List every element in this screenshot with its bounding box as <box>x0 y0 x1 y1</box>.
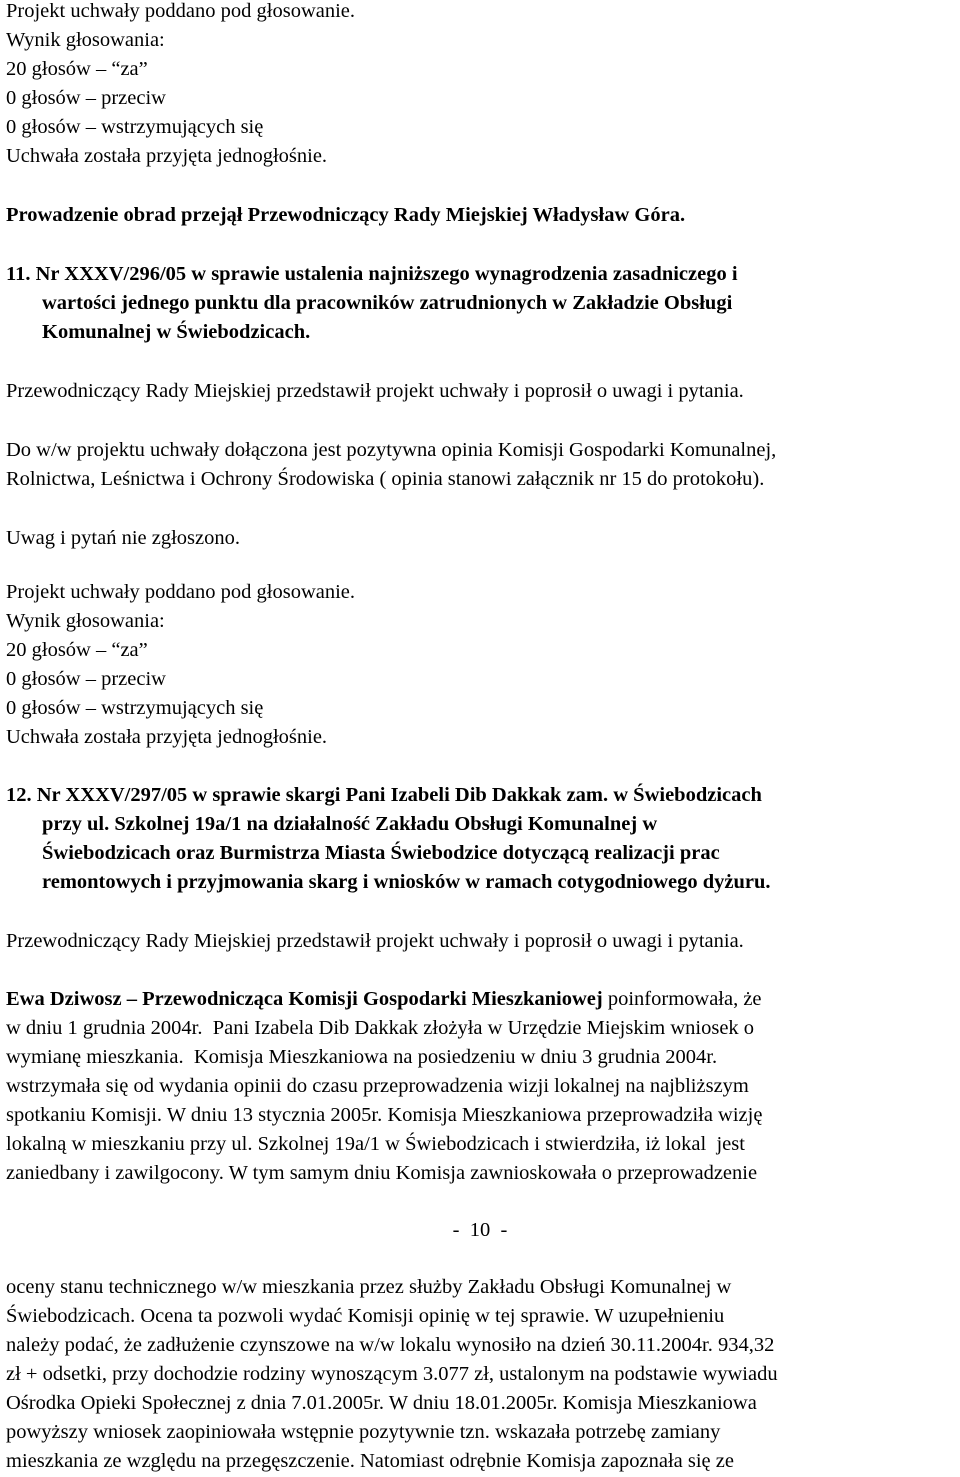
opinion-line: Rolnictwa, Leśnictwa i Ochrony Środowiska ( opinia stanowi załącznik nr 15 do protokołu). <box>6 468 765 490</box>
votes-against: 0 głosów – przeciw <box>6 87 166 109</box>
body-line: spotkaniu Komisji. W dniu 13 stycznia 2005r. Komisja Mieszkaniowa przeprowadziła wizję <box>6 1104 763 1126</box>
vote-conclusion: Uchwała została przyjęta jednogłośnie. <box>6 726 328 748</box>
item-11-title-line: 11. Nr XXXV/296/05 w sprawie ustalenia najniższego wynagrodzenia zasadniczego i <box>6 263 738 285</box>
vote-result-label: Wynik głosowania: <box>6 29 165 51</box>
item-12-title-line: przy ul. Szkolnej 19a/1 na działalność Zakładu Obsługi Komunalnej w <box>42 813 658 835</box>
opinion-line: Do w/w projektu uchwały dołączona jest pozytywna opinia Komisji Gospodarki Komunalnej, <box>6 439 777 461</box>
vote-intro: Projekt uchwały poddano pod głosowanie. <box>6 0 356 22</box>
speaker-name: Ewa Dziwosz – Przewodnicząca Komisji Gospodarki Mieszkaniowej <box>6 988 603 1010</box>
continuation-line: oceny stanu technicznego w/w mieszkania przez służby Zakładu Obsługi Komunalnej w <box>6 1276 732 1298</box>
item-12-title-line: Świebodzicach oraz Burmistrza Miasta Świebodzice dotyczącą realizacji prac <box>42 842 720 864</box>
body-line: wstrzymała się od wydania opinii do czasu przeprowadzenia wizji lokalnej na najbliższym <box>6 1075 749 1097</box>
votes-for: 20 głosów – “za” <box>6 639 148 661</box>
continuation-line: Świebodzicach. Ocena ta pozwoli wydać Komisji opinię w tej sprawie. W uzupełnieniu <box>6 1305 725 1327</box>
chair-change-note: Prowadzenie obrad przejął Przewodniczący Rady Miejskiej Władysław Góra. <box>6 204 686 226</box>
speaker-statement: poinformowała, że <box>602 988 762 1010</box>
votes-for: 20 głosów – “za” <box>6 58 148 80</box>
body-line: w dniu 1 grudnia 2004r. Pani Izabela Dib Dakkak złożyła w Urzędzie Miejskim wniosek o <box>6 1017 755 1039</box>
chair-presented: Przewodniczący Rady Miejskiej przedstawił projekt uchwały i poprosił o uwagi i pytania. <box>6 930 744 952</box>
continuation-line: Ośrodka Opieki Społecznej z dnia 7.01.2005r. W dniu 18.01.2005r. Komisja Mieszkaniowa <box>6 1392 757 1414</box>
continuation-line: należy podać, że zadłużenie czynszowe na w/w lokalu wynosiło na dzień 30.11.2004r. 934,32 <box>6 1334 775 1356</box>
continuation-line: mieszkania ze względu na przegęszczenie. Natomiast odrębnie Komisja zapoznała się ze <box>6 1450 734 1472</box>
body-line: lokalną w mieszkaniu przy ul. Szkolnej 19a/1 w Świebodzicach i stwierdziła, iż lokal jest <box>6 1133 745 1155</box>
body-line: zaniedbany i zawilgocony. W tym samym dniu Komisja zawnioskowała o przeprowadzenie <box>6 1162 758 1184</box>
page-number: - 10 - <box>452 1219 508 1241</box>
item-11-title-line: wartości jednego punktu dla pracowników zatrudnionych w Zakładzie Obsługi <box>42 292 733 314</box>
no-remarks: Uwag i pytań nie zgłoszono. <box>6 527 240 549</box>
item-12-title-line: remontowych i przyjmowania skarg i wniosków w ramach cotygodniowego dyżuru. <box>42 871 771 893</box>
votes-abstain: 0 głosów – wstrzymujących się <box>6 697 264 719</box>
votes-against: 0 głosów – przeciw <box>6 668 166 690</box>
item-12-title-line: 12. Nr XXXV/297/05 w sprawie skargi Pani Izabeli Dib Dakkak zam. w Świebodzicach <box>6 784 762 806</box>
vote-intro: Projekt uchwały poddano pod głosowanie. <box>6 581 356 603</box>
body-line: wymianę mieszkania. Komisja Mieszkaniowa na posiedzeniu w dniu 3 grudnia 2004r. <box>6 1046 718 1068</box>
continuation-line: powyższy wniosek zaopiniowała wstępnie pozytywnie tzn. wskazała potrzebę zamiany <box>6 1421 721 1443</box>
item-11-title-line: Komunalnej w Świebodzicach. <box>42 321 311 343</box>
vote-conclusion: Uchwała została przyjęta jednogłośnie. <box>6 145 328 167</box>
chair-presented: Przewodniczący Rady Miejskiej przedstawił projekt uchwały i poprosił o uwagi i pytania. <box>6 380 744 402</box>
speaker-line <box>6 986 762 1013</box>
continuation-line: zł + odsetki, przy dochodzie rodziny wynoszącym 3.077 zł, ustalonym na podstawie wywiadu <box>6 1363 778 1385</box>
vote-result-label: Wynik głosowania: <box>6 610 165 632</box>
votes-abstain: 0 głosów – wstrzymujących się <box>6 116 264 138</box>
